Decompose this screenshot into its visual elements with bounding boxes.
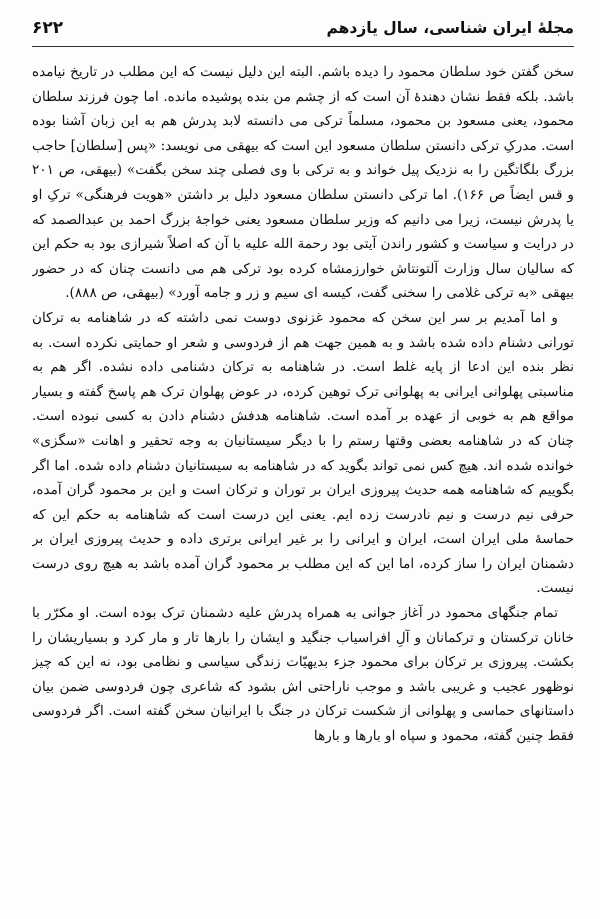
paragraph-2: و اما آمدیم بر سر این سخن که محمود غزنوی دوست نمی داشته که در شاهنامه به ترکان تورانی دشنام داده شده باشد و به همین جهت هم از فردوسی و شعر او حمایتی نکرده است. به نظر بنده این ادعا از پایه غلط است. در شاهنامه به ترکان دشنامی داده نشده. اگر هم به مناسبتی پهلوانی ایرانی به پهلوانی ترک توهین کرده، در عوض پهلوان ترک هم پاسخ گفته و بسیار مواقع هم به خوبی از عهده بر آمده است. شاهنامه هدفش دشنام دادن به کسی نبوده است. چنان که در شاهنامه بعضی وقتها رستم را با دیگر سیستانیان به وجه تحقیر و اهانت «سگزی» خوانده شده اند. هیچ کس نمی تواند بگوید که در شاهنامه به سیستانیان دشنام داده شده. اما اگر بگوییم که شاهنامه همه حدیث پیروزی ایران بر توران و ترکان است و این بر محمود گران آمده، حرفی نیم درست و نیم نادرست زده ایم. یعنی این درست است که شاهنامه به حکم این که حماسهٔ ملی ایران است، ایران و ایرانی را بر غیر ایرانی برتری داده و حدیث پیروزی ایران بر دشمنان ایران را ساز کرده، اما این که این مطلب بر محمود گران آمده باشد به هیچ روی درست نیست.: [32, 309, 574, 597]
page-number: ۶۲۲: [32, 18, 64, 38]
journal-title: مجلهٔ ایران شناسی، سال یازدهم: [326, 19, 574, 37]
paragraph-1: سخن گفتن خود سلطان محمود را دیده باشم. البته این دلیل نیست که این مطلب در تاریخ نیامده باشد. بلکه فقط نشان دهندهٔ آن است که از چشم من بنده پوشیده مانده. اما چون فرزند سلطان محمود، یعنی مسعود بن محمود، مسلماً ترکی می دانسته لابد پدرش هم به این زبان آشنا بوده است. مدرکِ ترکی دانستن سلطان مسعود این است که بیهقی می نویسد: «پس [سلطان] حاجب بزرگ بلگاتگین را به نزدیک پیل خواند و به ترکی با وی فصلی چند سخن بگفت» (بیهقی، ص ۲۰۱ و قس ایضاً ص ۱۶۶). اما ترکی دانستن سلطان مسعود دلیل بر داشتن «هویت فرهنگی» ترکِ او یا پدرش نیست، زیرا می دانیم که وزیر سلطان مسعود یعنی خواجهٔ بزرگ احمد بن عبدالصمد که در درایت و سیاست و کشور راندن آیتی بود رحمة الله علیه با آن که اصلاً شیرازی بود به حکم این که سالیان سال وزارت آلتونتاش خوارزمشاه کرده بود ترکی هم می دانست چنان که در حضور بیهقی «به ترکی غلامی را سخنی گفت، کیسه ای سیم و زر و جامه آورد» (بیهقی، ص ۸۸۸).: [32, 64, 574, 302]
paragraph-3: تمام جنگهای محمود در آغاز جوانی به همراه پدرش علیه دشمنان ترک بوده است. او مکرّر با خانان ترکستان و ترکمانان و آلِ افراسیاب جنگید و ایشان را بارها تار و مار کرد و بسیاریشان را بکشت. پیروزی بر ترکان برای محمود جزء بدیهیّات زندگی سیاسی و نظامی بود، نه این که چیز نوظهور عجیب و غریبی باشد و موجب ناراحتی اش بشود که شاعری چون فردوسی ضمن بیان داستانهای حماسی و پهلوانی از شکست ترکان در جنگ با ایرانیان سخن گفته است. اگر فردوسی فقط چنین گفته، محمود و سپاه او بارها و بارها: [32, 605, 574, 745]
article-body: [32, 60, 574, 915]
running-header: [32, 10, 574, 47]
